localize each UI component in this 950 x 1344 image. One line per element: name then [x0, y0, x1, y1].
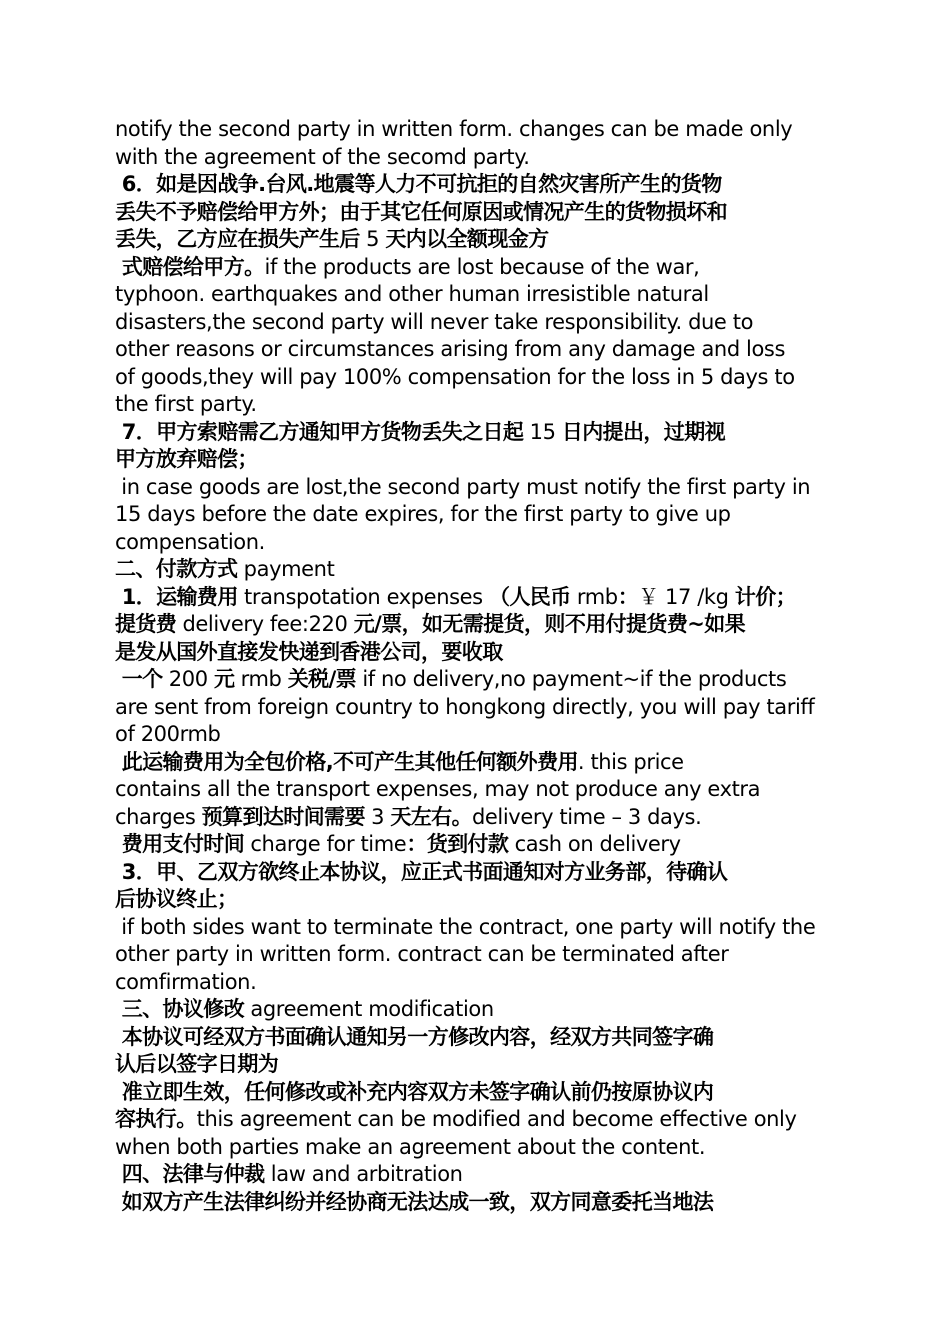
document-page [115, 116, 835, 1216]
text-segment: 此运输费用为全包价格,不可产生其他任何额外费用 [115, 749, 578, 774]
text-segment: other party in written form. contract can be terminated after [115, 942, 729, 966]
text-segment: cash on delivery [508, 832, 681, 856]
text-segment: in case goods are lost,the second party must notify the first party in [115, 474, 811, 499]
text-segment: 后协议终止； [115, 887, 238, 911]
text-line [115, 831, 835, 859]
text-segment: 认后以签字日期为 [115, 1052, 279, 1076]
text-segment: transpotation expenses [237, 584, 489, 609]
text-line [115, 474, 835, 502]
text-segment: rmb [234, 667, 288, 691]
text-line [115, 144, 835, 172]
text-segment: 准立即生效，任何修改或补充内容双方未签字确认前仍按原协议内 [115, 1079, 714, 1104]
text-segment: 5 [359, 227, 386, 251]
text-line [115, 776, 835, 804]
text-segment: 容执行。 [115, 1107, 197, 1131]
text-segment: if both sides want to terminate the contract, one party will notify the [115, 914, 816, 939]
text-segment: 式赔偿给甲方。 [115, 254, 265, 279]
text-segment: the first party. [115, 392, 257, 416]
text-segment: 天左右。 [390, 804, 472, 829]
text-line [115, 804, 835, 832]
text-line [115, 1024, 835, 1052]
text-segment: 元 [213, 667, 235, 691]
text-segment: 本协议可经双方书面确认通知另一方修改内容，经双方共同签字确 [115, 1024, 714, 1049]
text-segment: of 200rmb [115, 722, 221, 746]
text-line [115, 116, 835, 144]
text-segment: charges [115, 804, 202, 829]
text-line [115, 1161, 835, 1189]
text-line [115, 1051, 835, 1079]
text-segment: 天内以全额现金方 [385, 227, 549, 251]
text-segment: 15 days before the date expires, for the first party to give up [115, 502, 731, 526]
text-line [115, 859, 835, 887]
text-line [115, 556, 835, 584]
text-segment: contains all the transport expenses, may not produce any extra [115, 777, 761, 801]
text-line [115, 529, 835, 557]
text-segment: when both parties make an agreement about the content. [115, 1134, 706, 1159]
text-line [115, 336, 835, 364]
text-segment: ：货到付款 [406, 832, 509, 856]
text-segment: 3 [364, 804, 391, 829]
text-segment: disasters,the second party will never take responsibility. due to [115, 309, 754, 334]
text-line [115, 171, 835, 199]
text-segment: 提货费 [115, 612, 177, 636]
text-segment: 元/票，如无需提货，则不用付提货费~如果 [353, 612, 746, 636]
text-segment: 3．甲、乙双方欲终止本协议，应正式书面通知对方业务部，待确认 [115, 859, 728, 884]
text-segment: 日内提出，过期视 [561, 419, 726, 444]
text-line [115, 1134, 835, 1162]
text-segment: delivery time – 3 days. [471, 804, 702, 829]
text-segment: 如双方产生法律纠纷并经协商无法达成一致，双方同意委托当地法 [115, 1189, 714, 1214]
text-line [115, 364, 835, 392]
text-line [115, 749, 835, 777]
text-segment: 15 [523, 419, 562, 444]
text-segment: 200 [162, 667, 214, 691]
text-line [115, 419, 835, 447]
text-segment: of goods,they will pay 100% compensation for the loss in 5 days to [115, 364, 795, 389]
text-segment: are sent from foreign country to hongkong directly, you will pay tariff [115, 694, 815, 719]
text-segment: 一个 [115, 667, 163, 691]
text-segment: 关税/票 [287, 667, 357, 691]
text-segment: typhoon. earthquakes and other human irresistible natural [115, 282, 709, 306]
text-segment: 二、付款方式 [115, 557, 238, 581]
text-segment: rmb [570, 584, 618, 609]
text-segment: agreement modification [244, 997, 494, 1021]
text-segment: 1．运输费用 [115, 584, 238, 609]
text-segment: this agreement can be modified and become effective only [196, 1107, 797, 1131]
text-segment: compensation. [115, 529, 265, 554]
text-segment: if no delivery,no payment~if the products [356, 667, 787, 691]
text-segment: 丢失，乙方应在损失产生后 [115, 227, 360, 251]
text-segment: 7．甲方索赔需乙方通知甲方货物丢失之日起 [115, 419, 524, 444]
text-line [115, 1189, 835, 1217]
text-line [115, 666, 835, 694]
text-line [115, 886, 835, 914]
text-line [115, 694, 835, 722]
text-line [115, 309, 835, 337]
text-line [115, 1079, 835, 1107]
text-segment: charge for time [244, 832, 407, 856]
text-line [115, 391, 835, 419]
text-segment: notify the second party in written form. changes can be made only [115, 117, 793, 141]
text-segment: . this price [577, 749, 684, 774]
text-segment: law and arbitration [264, 1162, 463, 1186]
text-segment: （人民币 [489, 584, 571, 609]
text-line [115, 996, 835, 1024]
text-line [115, 969, 835, 997]
text-segment: delivery fee:220 [176, 612, 354, 636]
text-segment: 丢失不予赔偿给甲方外；由于其它任何原因或情况产生的货物损坏和 [115, 199, 727, 224]
text-segment: 是发从国外直接发快递到香港公司，要收取 [115, 639, 503, 664]
text-segment: ￥ 17 /kg [638, 584, 735, 609]
text-segment: payment [237, 557, 335, 581]
text-segment: 费用支付时间 [115, 832, 245, 856]
text-segment: comfirmation. [115, 969, 257, 994]
text-line [115, 721, 835, 749]
text-segment: 6．如是因战争.台风.地震等人力不可抗拒的自然灾害所产生的货物 [115, 172, 722, 196]
text-segment: 甲方放弃赔偿； [115, 447, 258, 471]
text-segment: if the products are lost because of the war, [264, 254, 700, 279]
text-line [115, 1106, 835, 1134]
text-line [115, 501, 835, 529]
text-line [115, 226, 835, 254]
text-segment: with the agreement of the secomd party. [115, 144, 530, 169]
text-segment: 预算到达时间需要 [201, 804, 365, 829]
text-line [115, 611, 835, 639]
text-line [115, 584, 835, 612]
text-line [115, 914, 835, 942]
text-line [115, 281, 835, 309]
text-segment: ： [617, 584, 639, 609]
text-line [115, 941, 835, 969]
text-line [115, 199, 835, 227]
text-segment: 三、协议修改 [115, 997, 245, 1021]
text-segment: 四、法律与仲裁 [115, 1162, 265, 1186]
text-segment: 计价； [734, 584, 797, 609]
text-line [115, 254, 835, 282]
text-segment: other reasons or circumstances arising from any damage and loss [115, 337, 786, 361]
text-line [115, 639, 835, 667]
text-line [115, 446, 835, 474]
